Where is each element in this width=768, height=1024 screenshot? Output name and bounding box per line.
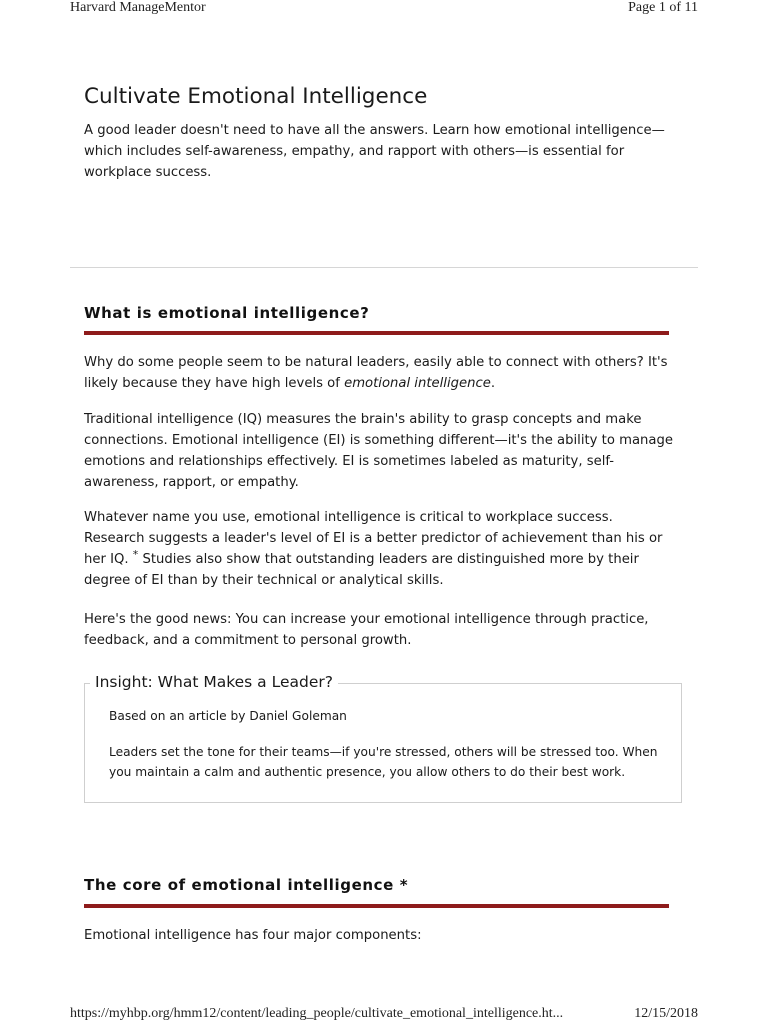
print-footer [70,1006,698,1022]
paragraph-text: Whatever name you use, emotional intelligence is critical to workplace success. Research suggests a leader's level of EI is a better predictor of achievement than his or her IQ. [84,510,663,567]
footnote-marker[interactable]: * [132,548,139,561]
print-header [70,0,698,16]
paragraph-four-components: Emotional intelligence has four major components: [84,928,422,943]
paragraph-text-end: . [490,376,496,391]
paragraph-text: Why do some people seem to be natural leaders, easily able to connect with others? It's likely because they have high levels of [84,355,668,391]
paragraph-natural-leaders [84,352,674,394]
paragraph-iq-vs-ei: Traditional intelligence (IQ) measures the brain's ability to grasp concepts and make connections. Emotional intelligence (EI) is something different—it's the ability to manage emotions and relationships effectively. EI is sometimes labeled as maturity, self-awareness, rapport, or empathy. [84,412,673,490]
paragraph-research [84,507,674,591]
section-heading-core-of-ei: The core of emotional intelligence * [84,876,409,894]
insight-source: Based on an article by Daniel Goleman [109,709,347,723]
section-accent-rule [84,904,669,908]
insight-title: Insight: What Makes a Leader? [90,673,338,691]
header-app-name: Harvard ManageMentor [70,0,206,15]
paragraph-good-news: Here's the good news: You can increase your emotional intelligence through practice, feedback, and a commitment to personal growth. [84,612,649,648]
footer-url: https://myhbp.org/hmm12/content/leading_people/cultivate_emotional_intelligence.ht... [70,1006,564,1021]
paragraph-text-end: Studies also show that outstanding leaders are distinguished more by their degree of EI than by their technical or analytical skills. [84,552,639,588]
emphasis-term: emotional intelligence [344,376,491,391]
footer-date: 12/15/2018 [634,1006,698,1021]
section-heading-what-is-ei: What is emotional intelligence? [84,304,370,322]
section-accent-rule [84,331,669,335]
course-title: Cultivate Emotional Intelligence [84,84,428,109]
course-description: A good leader doesn't need to have all the answers. Learn how emotional intelligence—which includes self-awareness, empathy, and rapport with others—is essential for workplace success. [84,123,665,180]
insight-quote: Leaders set the tone for their teams—if you're stressed, others will be stressed too. When you maintain a calm and authentic presence, you allow others to do their best work. [109,745,658,779]
divider [70,267,698,268]
header-page-indicator: Page 1 of 11 [628,0,698,15]
